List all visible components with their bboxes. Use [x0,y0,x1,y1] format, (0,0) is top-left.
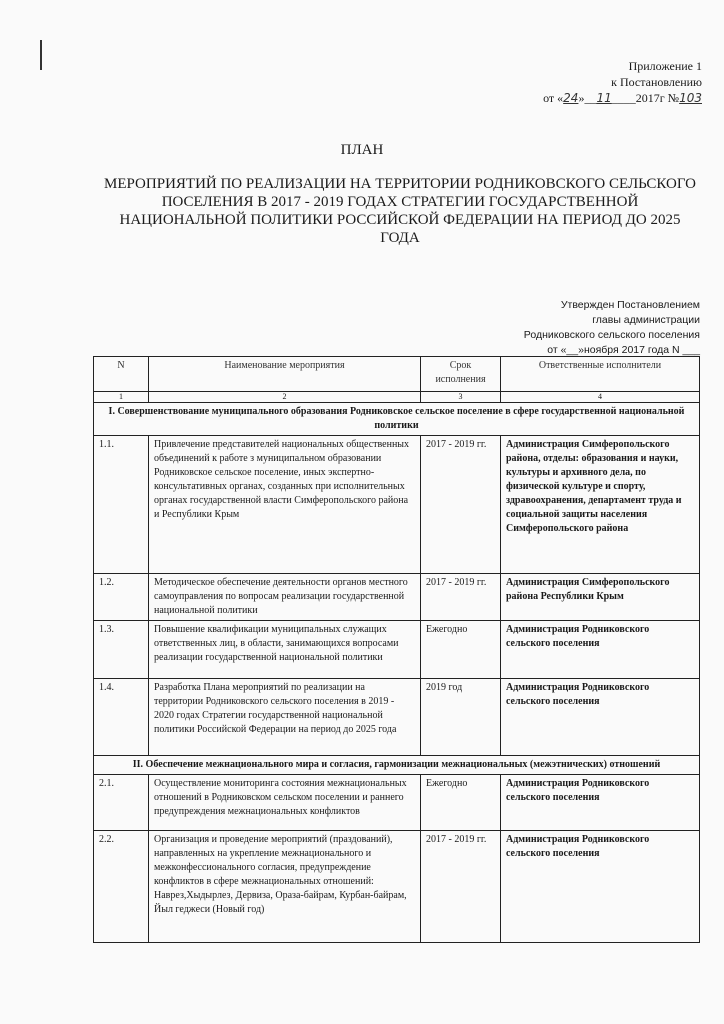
plan-table [93,356,700,943]
responsible: Администрация Родниковского сельского поселения [501,775,700,831]
appendix-line: Приложение 1 [628,59,702,73]
row-number: 1.2. [94,574,149,621]
row-number: 1.3. [94,621,149,679]
document-subtitle: МЕРОПРИЯТИЙ ПО РЕАЛИЗАЦИИ НА ТЕРРИТОРИИ РОДНИКОВСКОГО СЕЛЬСКОГО ПОСЕЛЕНИЯ В 2017 - 2019 ГОДАХ СТРАТЕГИИ ГОСУДАРСТВЕННОЙ НАЦИОНАЛЬНОЙ ПОЛИТИКИ РОССИЙСКОЙ ФЕДЕРАЦИИ НА ПЕРИОД ДО 2025 ГОДА [104,176,696,246]
date-sep: » [578,91,585,105]
header-cell: Ответственные исполнители [501,357,700,392]
column-number-row [94,392,700,403]
table-row [94,775,700,831]
header-cell: Наименование мероприятия [149,357,421,392]
section-row [94,756,700,775]
table-row [94,574,700,621]
term: 2017 - 2019 гг. [421,436,501,574]
column-number: 2 [149,392,421,403]
header-cell: Срок исполнения [421,357,501,392]
row-number: 2.2. [94,831,149,943]
approval-line: от «__»ноября 2017 года N ___ [547,344,700,356]
approval-line: Утвержден Постановлением [560,299,700,311]
header-cell: N [94,357,149,392]
activity-name: Методическое обеспечение деятельности органов местного самоуправления по вопросам реализации государственной национальной политики [149,574,421,621]
appendix-line: к Постановлению [611,75,702,89]
margin-mark [40,40,42,70]
term: Ежегодно [421,775,501,831]
table-row [94,621,700,679]
activity-name: Организация и проведение мероприятий (праздований), направленных на укрепление межнационального и межконфессионального согласия, предупреждение конфликтов в сфере межнациональных отношений: Наврез,Хыдырлез, Дервиза, Ораза-байрам, Курбан-байрам, Йыл геджеси (Новый год) [149,831,421,943]
section-title: I. Совершенствование муниципального образования Родниковское сельское поселение в сфере государственной национальной политики [94,403,700,436]
activity-name: Разработка Плана мероприятий по реализации на территории Родниковского сельского поселения в 2019 - 2020 годах Стратегии государственной национальной политики Российской Федерации на период до 2025 года [149,679,421,756]
responsible: Администрация Родниковского сельского поселения [501,679,700,756]
appendix-date: от «24»__11____2017г №103 [543,91,702,105]
header-row [94,357,700,392]
document-title: ПЛАН [340,142,384,158]
table-row [94,436,700,574]
term: 2017 - 2019 гг. [421,574,501,621]
term: 2019 год [421,679,501,756]
handwritten-month: 11 [596,91,612,105]
handwritten-day: 24 [563,91,579,105]
table-row [94,679,700,756]
table-row [94,831,700,943]
activity-name: Осуществление мониторинга состояния межнациональных отношений в Родниковском сельском поселении и раннего предупреждения межнациональных конфликтов [149,775,421,831]
activity-name: Привлечение представителей национальных общественных объединений к работе з муниципальном образовании Родниковское сельское поселение, иных экспертно-консультативных органах, созданных при исполнительных органах государственной власти Симферопольского района и Республики Крым [149,436,421,574]
section-row [94,403,700,436]
column-number: 4 [501,392,700,403]
term: Ежегодно [421,621,501,679]
term: 2017 - 2019 гг. [421,831,501,943]
column-number: 1 [94,392,149,403]
responsible: Администрация Родниковского сельского поселения [501,831,700,943]
approval-line: Родниковского сельского поселения [523,329,700,341]
activity-name: Повышение квалификации муниципальных служащих ответственных лиц, в области, занимающихся вопросами реализации государственной национальной политики [149,621,421,679]
responsible: Администрация Симферопольского района Республики Крым [501,574,700,621]
approval-line: главы администрации [592,314,700,326]
approval-block [524,298,700,358]
row-number: 1.4. [94,679,149,756]
date-year: 2017г № [635,91,680,105]
handwritten-number: 103 [679,91,702,105]
column-number: 3 [421,392,501,403]
responsible: Администрация Симферопольского района, отделы: образования и науки, культуры и архивного дела, по физической культуре и спорту, здравоохранения, департамент труда и социальной защиты населения Симферопольского района [501,436,700,574]
table-body [94,403,700,943]
appendix-note [543,58,702,106]
section-title: II. Обеспечение межнационального мира и согласия, гармонизации межнациональных (межэтнических) отношений [94,756,700,775]
date-prefix: от « [543,91,564,105]
responsible: Администрация Родниковского сельского поселения [501,621,700,679]
row-number: 1.1. [94,436,149,574]
row-number: 2.1. [94,775,149,831]
